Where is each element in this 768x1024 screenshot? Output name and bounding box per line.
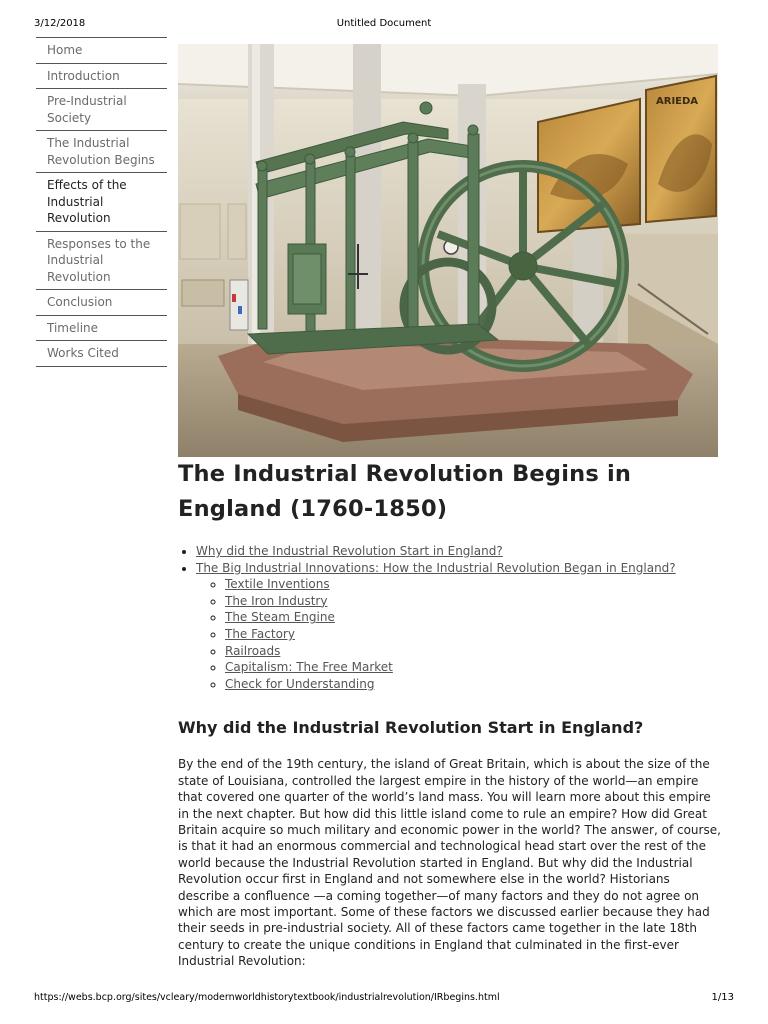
nav-item-pre-industrial-society[interactable]: Pre-Industrial Society — [36, 89, 167, 131]
nav-item-conclusion[interactable]: Conclusion — [36, 290, 167, 316]
toc-link-steam-engine[interactable]: The Steam Engine — [225, 610, 335, 625]
page-title: The Industrial Revolution Begins in England (1760-1850) — [178, 461, 632, 522]
toc-link-why-england[interactable]: Why did the Industrial Revolution Start in England? — [196, 544, 503, 558]
main-content — [178, 457, 723, 970]
toc-subitem — [225, 593, 723, 610]
toc-link-railroads[interactable]: Railroads — [225, 643, 281, 658]
nav-item-works-cited[interactable]: Works Cited — [36, 341, 167, 367]
mural-lettering: ARIEDA — [656, 96, 699, 107]
toc-sublist — [196, 576, 723, 692]
toc-subitem — [225, 643, 723, 660]
toc-link-textile-inventions[interactable]: Textile Inventions — [225, 577, 330, 592]
nav-item-timeline[interactable]: Timeline — [36, 316, 167, 342]
toc-subitem — [225, 676, 723, 693]
toc-link-factory[interactable]: The Factory — [225, 626, 295, 641]
print-date: 3/12/2018 — [34, 18, 86, 29]
section-heading: Why did the Industrial Revolution Start in England? — [178, 718, 644, 738]
toc-item — [196, 543, 723, 560]
nav-item-home[interactable]: Home — [36, 38, 167, 64]
nav-item-industrial-revolution-begins[interactable]: The Industrial Revolution Begins — [36, 131, 167, 173]
toc-item — [196, 560, 723, 693]
toc-subitem — [225, 609, 723, 626]
sidebar-nav — [36, 37, 167, 367]
body-paragraph: By the end of the 19th century, the island of Great Britain, which is about the size of the state of Louisiana, controlled the largest empire in the history of the world—an empire that covered one quarter of the world’s land mass. You will learn more about this empire in the next chapter. But how did this little island come to rule an empire? How did Great Britain acquire so much military and economic power in the world? The answer, of course, is that it had an enormous commercial and technological head start over the rest of the world because the Industrial Revolution started in England. But why did the Industrial Revolution occur first in England and not somewhere else in the world? Historians describe a confluence —a coming together—of many factors and they do not agree on which are most important. Some of these factors we discussed earlier because they had their seeds in pre-industrial society. All of these factors came together in the late 18th century to create the unique conditions in England that culminated in the first-ever Industrial Revolution: — [178, 757, 721, 969]
toc-link-big-innovations[interactable]: The Big Industrial Innovations: How the Industrial Revolution Began in England? — [196, 560, 676, 575]
nav-item-effects[interactable]: Effects of the Industrial Revolution — [36, 173, 167, 232]
steam-engine-illustration — [178, 44, 718, 457]
toc-link-capitalism[interactable]: Capitalism: The Free Market — [225, 660, 393, 675]
print-title: Untitled Document — [336, 18, 432, 29]
toc-link-check-understanding[interactable]: Check for Understanding — [225, 676, 375, 691]
nav-item-responses[interactable]: Responses to the Industrial Revolution — [36, 232, 167, 291]
toc-subitem — [225, 576, 723, 593]
toc-subitem — [225, 659, 723, 676]
nav-item-introduction[interactable]: Introduction — [36, 64, 167, 90]
print-url: https://webs.bcp.org/sites/vcleary/modernworldhistorytextbook/industrialrevolution/IRbegins.html — [34, 992, 500, 1003]
steam-engine-photo — [178, 44, 718, 457]
print-page-number: 1/13 — [711, 992, 734, 1003]
toc-link-iron-industry[interactable]: The Iron Industry — [225, 593, 328, 608]
toc-subitem — [225, 626, 723, 643]
table-of-contents — [178, 543, 723, 692]
